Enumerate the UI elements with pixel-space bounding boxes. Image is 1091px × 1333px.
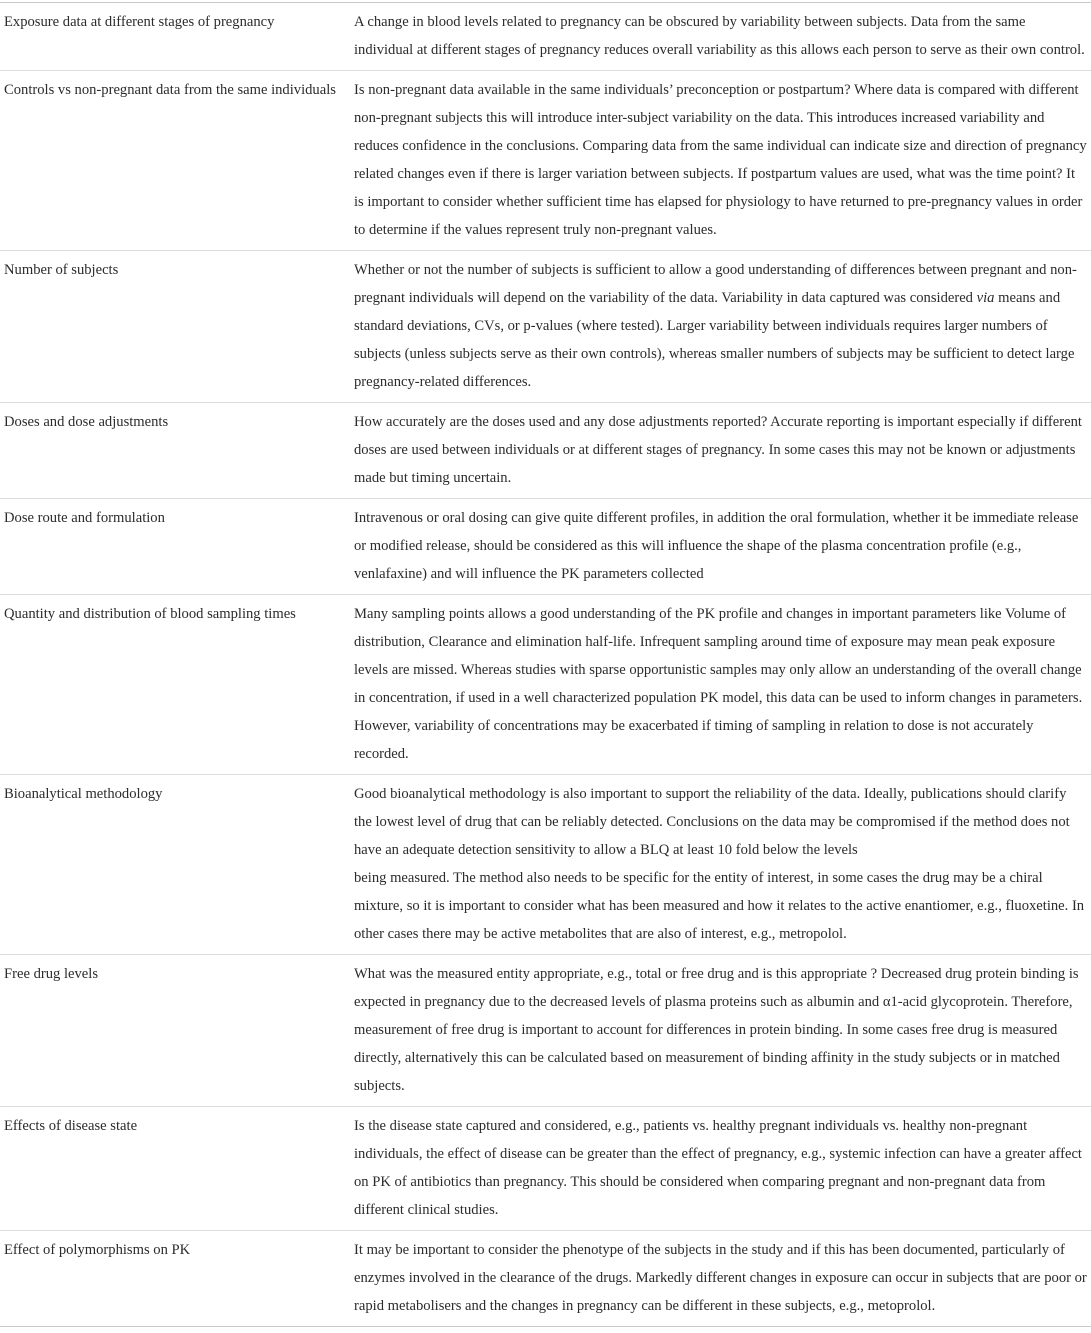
table-row [0, 251, 1091, 403]
table-bottom-rule [0, 1326, 1091, 1327]
table-row [0, 403, 1091, 499]
factor-cell: Free drug levels [0, 955, 350, 1107]
description-cell: Is the disease state captured and considered, e.g., patients vs. healthy pregnant individuals vs. healthy non-pregnant individuals, the effect of disease can be greater than the effect of pregnancy, e.g., systemic infection can have a greater affect on PK of antibiotics than pregnancy. This should be considered when comparing pregnant and non-pregnant data from different clinical studies. [350, 1107, 1091, 1231]
description-cell: A change in blood levels related to pregnancy can be obscured by variability between subjects. Data from the same individual at different stages of pregnancy reduces overall variability as this allows each person to serve as their own control. [354, 14, 1085, 58]
factor-cell: Effect of polymorphisms on PK [0, 1231, 350, 1327]
table-row [0, 775, 1091, 955]
description-cell [350, 251, 1091, 403]
table-row [0, 1231, 1091, 1327]
pk-criteria-table [0, 3, 1091, 1326]
description-text: Whether or not the number of subjects is sufficient to allow a good understanding of differences between pregnant and non-pregnant individuals will depend on the variability of the data. Variability in data captured was considered [354, 262, 1077, 306]
description-cell: What was the measured entity appropriate, e.g., total or free drug and is this appropriate ? Decreased drug protein binding is expected in pregnancy due to the decreased levels of plasma proteins such as albumin and α1-acid glycoprotein. Therefore, measurement of free drug is important to account for differences in protein binding. In some cases free drug is measured directly, alternatively this can be calculated based on measurement of binding affinity in the study subjects or in matched subjects. [350, 955, 1091, 1107]
description-cell: Many sampling points allows a good understanding of the PK profile and changes in important parameters like Volume of distribution, Clearance and elimination half-life. Infrequent sampling around time of exposure may mean peak exposure levels are missed. Whereas studies with sparse opportunistic samples may only allow an understanding of the overall change in concentration, if used in a well characterized population PK model, this data can be used to inform changes in parameters. However, variability of concentrations may be exacerbated if timing of sampling in relation to dose is not accurately recorded. [350, 595, 1091, 775]
factor-cell: Quantity and distribution of blood sampling times [0, 595, 350, 775]
factor-cell: Controls vs non-pregnant data from the same individuals [0, 71, 350, 251]
description-cell: Intravenous or oral dosing can give quite different profiles, in addition the oral formulation, whether it be immediate release or modified release, should be considered as this will influence the shape of the plasma concentration profile (e.g., venlafaxine) and will influence the PK parameters collected [350, 499, 1091, 595]
table-row [0, 3, 1091, 71]
factor-cell: Effects of disease state [0, 1107, 350, 1231]
table-row [0, 955, 1091, 1107]
description-cell: How accurately are the doses used and any dose adjustments reported? Accurate reporting is important especially if different doses are used between individuals or at different stages of pregnancy. In some cases this may not be known or adjustments made but timing uncertain. [350, 403, 1091, 499]
description-italic-text: via [976, 290, 995, 306]
description-cell: It may be important to consider the phenotype of the subjects in the study and if this has been documented, particularly of enzymes involved in the clearance of the drugs. Markedly different changes in exposure can occur in subjects that are poor or rapid metabolisers and the changes in pregnancy can be different in these subjects, e.g., metoprolol. [350, 1231, 1091, 1327]
factor-cell: Doses and dose adjustments [0, 403, 350, 499]
table-row [0, 71, 1091, 251]
factor-cell: Exposure data at different stages of pregnancy [4, 14, 275, 30]
factor-cell: Number of subjects [0, 251, 350, 403]
table-row [0, 499, 1091, 595]
table-row [0, 595, 1091, 775]
factor-cell: Dose route and formulation [0, 499, 350, 595]
description-text: being measured. The method also needs to be specific for the entity of interest, in some cases the drug may be a chiral mixture, so it is important to consider what has been measured and how it relates to the active enantiomer, e.g., fluoxetine. In other cases there may be active metabolites that are also of interest, e.g., metropolol. [354, 870, 1085, 942]
description-cell [350, 775, 1091, 955]
table-row [0, 1107, 1091, 1231]
factor-cell: Bioanalytical methodology [0, 775, 350, 955]
description-text: Good bioanalytical methodology is also important to support the reliability of the data. Ideally, publications should clarify the lowest level of drug that can be reliably detected. Conclusions on the data may be compromised if the method does not have an adequate detection sensitivity to allow a BLQ at least 10 fold below the levels [354, 786, 1070, 858]
description-cell: Is non-pregnant data available in the same individuals’ preconception or postpartum? Where data is compared with different non-pregnant subjects this will introduce inter-subject variability on the data. This introduces increased variability and reduces confidence in the conclusions. Comparing data from the same individual can indicate size and direction of pregnancy related changes even if there is larger variation between subjects. If postpartum values are used, what was the time point? It is important to consider whether sufficient time has elapsed for physiology to have returned to pre-pregnancy values in order to determine if the values represent truly non-pregnant values. [350, 71, 1091, 251]
description-text: means and standard deviations, CVs, or p-values (where tested). Larger variability between individuals requires larger numbers of subjects (unless subjects serve as their own controls), whereas smaller numbers of subjects may be sufficient to detect large pregnancy-related differences. [354, 290, 1075, 390]
